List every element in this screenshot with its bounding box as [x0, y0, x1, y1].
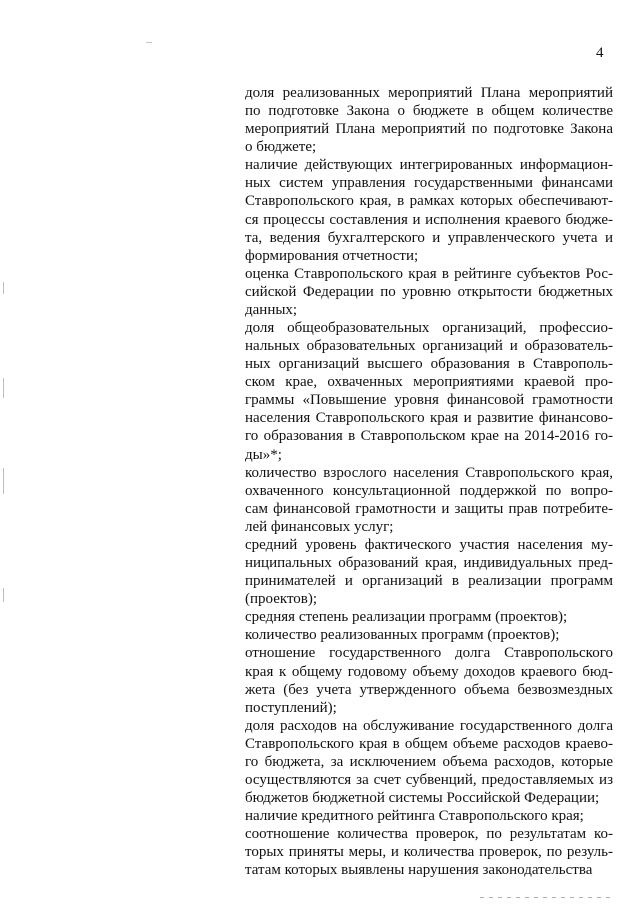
text-line: лей финансовых услуг;: [245, 518, 394, 535]
scan-artifact-margin-2: [3, 378, 4, 398]
text-line: поступлений);: [245, 699, 337, 716]
text-line: торых приняты меры, и количества проверок, по резуль-: [245, 844, 613, 861]
text-line: охваченного консультационной поддержкой по вопро-: [245, 482, 613, 499]
text-line: наличие кредитного рейтинга Ставропольского края;: [245, 808, 584, 825]
text-line: Ставропольского края в общем объеме расходов краево-: [245, 735, 613, 752]
text-line: доля реализованных мероприятий Плана мероприятий: [245, 85, 613, 101]
text-line: по подготовке Закона о бюджете в общем количестве: [245, 103, 613, 120]
text-line: го образования в Ставропольском крае на 2014-2016 го-: [245, 428, 613, 445]
text-line: жета (без учета утвержденного объема безвозмездных: [245, 681, 613, 698]
text-line: средняя степень реализации программ (проектов);: [245, 609, 568, 626]
scan-artifact-margin-1: [3, 282, 4, 294]
text-line: мероприятий Плана мероприятий по подготовке Закона: [245, 121, 613, 138]
text-line: та, ведения бухгалтерского и управленческого учета и: [245, 229, 613, 246]
text-line: отношение государственного долга Ставропольского: [245, 645, 613, 662]
text-line: края к общему годовому объему доходов краевого бюд-: [245, 663, 613, 680]
text-line: (проектов);: [245, 591, 318, 608]
scan-artifact-margin-4: [3, 588, 4, 602]
text-line: осуществляются за счет субвенций, предоставляемых из: [245, 771, 613, 788]
text-line: количество реализованных программ (проектов);: [245, 627, 560, 644]
text-line: доля общеобразовательных организаций, профессио-: [245, 320, 613, 337]
text-line: формирования отчетности;: [245, 247, 419, 264]
text-line: ся процессы составления и исполнения краевого бюдже-: [245, 211, 613, 228]
text-line: населения Ставропольского края и развитие финансово-: [245, 410, 613, 427]
text-line: Ставропольского края, в рамках которых обеспечивают-: [245, 193, 613, 210]
text-line: граммы «Повышение уровня финансовой грамотности: [245, 392, 613, 409]
scan-artifact-footer: [480, 897, 610, 898]
text-line: данных;: [245, 301, 298, 318]
text-line: соотношение количества проверок, по результатам ко-: [245, 826, 613, 843]
text-line: го бюджета, за исключением объема расходов, которые: [245, 753, 613, 770]
document-body: [245, 84, 613, 879]
text-line: нальных образовательных организаций и образователь-: [245, 338, 613, 355]
text-line: о бюджете;: [245, 139, 317, 156]
text-line: принимателей и организаций в реализации программ: [245, 573, 613, 590]
text-line: ных организаций высшего образования в Ставрополь-: [245, 356, 613, 373]
text-line: средний уровень фактического участия населения му-: [245, 536, 613, 553]
text-line: количество взрослого населения Ставропольского края,: [245, 464, 613, 481]
text-line: оценка Ставропольского края в рейтинге субъектов Рос-: [245, 265, 613, 282]
text-line: ском крае, охваченных мероприятиями краевой про-: [245, 374, 613, 391]
scan-artifact-margin-3: [3, 468, 4, 494]
text-line: наличие действующих интегрированных информацион-: [245, 157, 613, 174]
page-number: 4: [596, 45, 604, 61]
text-line: ниципальных образований края, индивидуальных пред-: [245, 555, 613, 572]
text-line: ды»*;: [245, 446, 282, 463]
text-line: сийской Федерации по уровню открытости бюджетных: [245, 283, 613, 300]
text-line: бюджетов бюджетной системы Российской Федерации;: [245, 790, 600, 807]
text-line: доля расходов на обслуживание государственного долга: [245, 717, 613, 734]
text-line: сам финансовой грамотности и защиты прав потребите-: [245, 500, 613, 517]
text-line: ных систем управления государственными финансами: [245, 175, 613, 192]
scan-artifact-top: [146, 42, 152, 43]
text-line: татам которых выявлены нарушения законодательства: [245, 862, 593, 879]
